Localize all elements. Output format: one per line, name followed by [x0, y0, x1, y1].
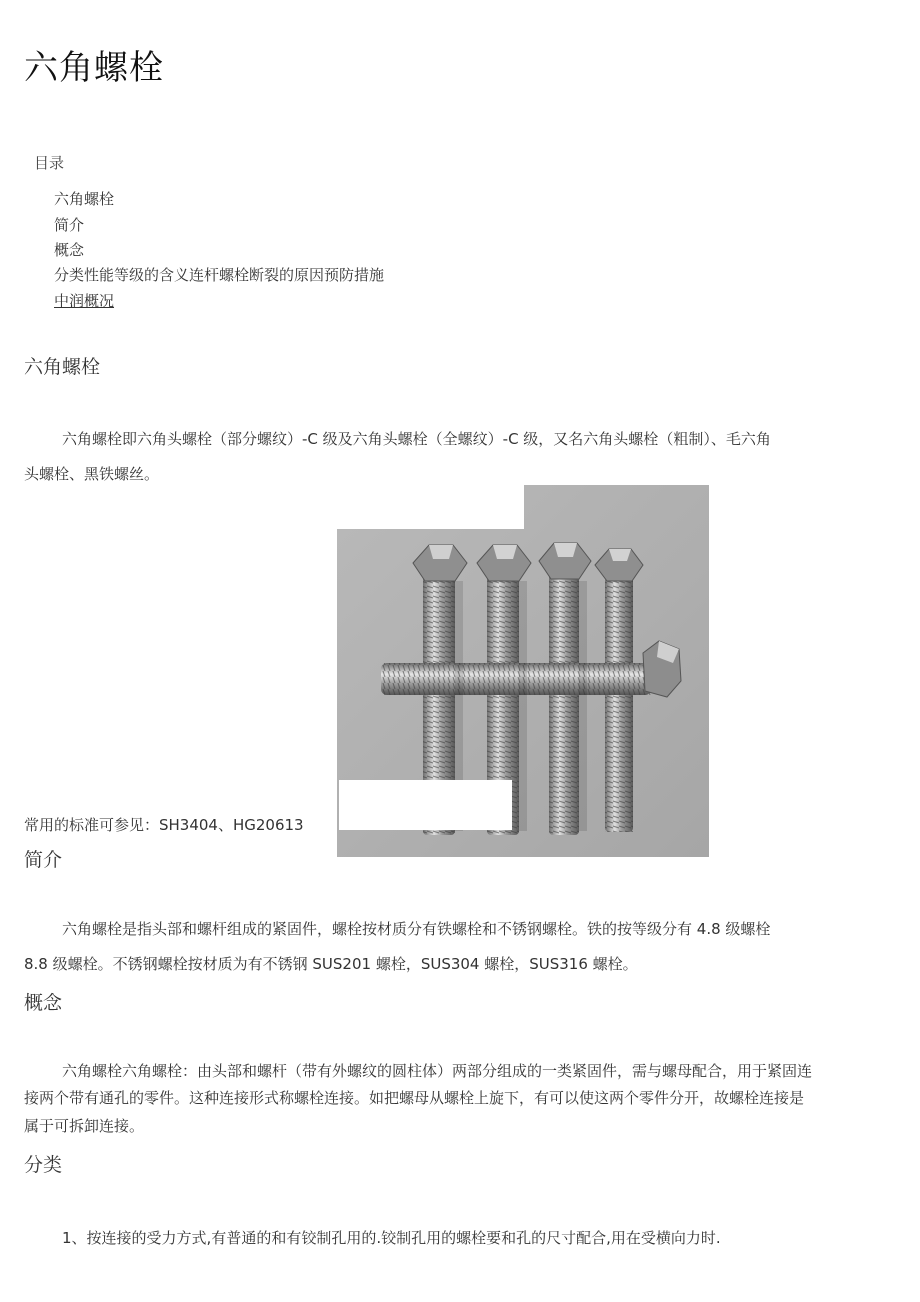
intro-paragraph-line1: 六角螺栓是指头部和螺杆组成的紧固件，螺栓按材质分有铁螺栓和不锈钢螺栓。铁的按等级分有 4.8 级螺栓	[62, 920, 771, 938]
section-heading-concept: 概念	[24, 992, 63, 1014]
toc-item-concept[interactable]: 概念	[54, 241, 85, 259]
toc-item-hex-bolt[interactable]: 六角螺栓	[54, 190, 115, 208]
toc-item-classification[interactable]: 分类性能等级的含义连杆螺栓断裂的原因预防措施	[54, 266, 385, 284]
toc-item-company[interactable]: 中润概况	[54, 292, 115, 310]
photo-cutout-top	[337, 485, 524, 529]
hex-bolt-paragraph-line2: 头螺栓、黑铁螺丝。	[24, 465, 160, 483]
toc-heading: 目录	[34, 154, 65, 172]
toc-item-intro[interactable]: 简介	[54, 216, 85, 234]
concept-paragraph-line1: 六角螺栓六角螺栓：由头部和螺杆（带有外螺纹的圆柱体）两部分组成的一类紧固件，需与螺母配合，用于紧固连	[62, 1062, 813, 1080]
standards-text: 常用的标准可参见：SH3404、HG20613	[24, 816, 304, 834]
concept-paragraph-line2: 接两个带有通孔的零件。这种连接形式称螺栓连接。如把螺母从螺栓上旋下，有可以使这两个零件分开，故螺栓连接是	[24, 1089, 805, 1107]
section-heading-hex-bolt: 六角螺栓	[24, 356, 101, 378]
section-heading-classification: 分类	[24, 1154, 63, 1176]
page-title: 六角螺栓	[24, 48, 164, 88]
hex-bolt-paragraph-line1: 六角螺栓即六角头螺栓（部分螺纹）-C 级及六角头螺栓（全螺纹）-C 级，又名六角头螺栓（粗制）、毛六角	[62, 430, 771, 448]
concept-paragraph-line3: 属于可拆卸连接。	[24, 1117, 145, 1135]
classification-item-1: 1、按连接的受力方式,有普通的和有铰制孔用的.铰制孔用的螺栓要和孔的尺寸配合,用在受横向力时.	[62, 1229, 721, 1247]
section-heading-intro: 简介	[24, 849, 63, 871]
intro-paragraph-line2: 8.8 级螺栓。不锈钢螺栓按材质为有不锈钢 SUS201 螺栓，SUS304 螺栓，SUS316 螺栓。	[24, 955, 638, 973]
photo-cutout-bottom	[339, 780, 512, 830]
